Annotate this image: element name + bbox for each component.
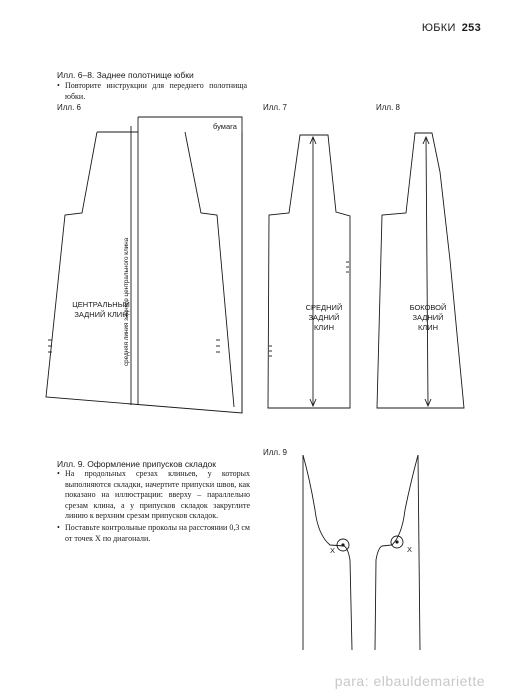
center-panel-outline	[46, 132, 242, 413]
list-item	[57, 523, 250, 544]
side-panel-outline	[377, 133, 464, 408]
label-ill9: Илл. 9	[263, 448, 287, 457]
label-ill8: Илл. 8	[376, 103, 400, 112]
middle-panel-outline	[268, 135, 350, 408]
control-dot-left	[341, 543, 344, 546]
paper-label: бумага	[213, 122, 237, 131]
list-item-text: На продольных срезах клиньев, у которых выполняются складки, начертите припуски швов, как показано на иллюстрации: вверху – параллельно срезам клина, а у припусков складок закруглите линию к верхним срезам припусков складок.	[65, 469, 250, 521]
label-ill7: Илл. 7	[263, 103, 287, 112]
paper-outline	[138, 117, 242, 413]
point-x-right: X	[407, 545, 413, 554]
side-panel-label-1: БОКОВОЙ	[409, 303, 447, 312]
middle-panel-label-3: КЛИН	[313, 323, 335, 332]
panel-side-edge	[185, 132, 234, 407]
list-item	[57, 469, 250, 522]
left-pleat-outline	[303, 455, 352, 650]
ill68-heading: Илл. 6–8. Заднее полотнище юбки	[57, 70, 194, 80]
figure-ill8	[377, 133, 464, 408]
middle-panel-label-1: СРЕДНИЙ	[305, 303, 343, 312]
list-item-text: Поставьте контрольные проколы на расстоянии 0,3 см от точек X по диагонали.	[65, 522, 250, 543]
watermark: para: elbauldemariette	[334, 673, 485, 689]
bullet-icon: •	[57, 469, 60, 478]
center-line-label: средняя линия заднего центрального клина	[123, 237, 130, 366]
center-panel-label-2: ЗАДНИЙ КЛИН	[74, 310, 128, 319]
center-panel-label-1: ЦЕНТРАЛЬНЫЙ	[72, 300, 130, 309]
ill68-bullet-text: Повторите инструкции для переднего полотнища юбки.	[65, 81, 247, 101]
grainline	[426, 138, 428, 405]
label-ill6: Илл. 6	[57, 103, 81, 112]
middle-panel-label-2: ЗАДНИЙ	[308, 313, 340, 322]
page-number: 253	[461, 22, 481, 34]
right-pleat-edge	[418, 455, 420, 650]
ill9-list	[57, 469, 250, 545]
bullet-icon: •	[57, 81, 60, 90]
ill9-heading: Илл. 9. Оформление припусков складок	[57, 459, 216, 469]
figure-ill6	[46, 117, 242, 413]
figure-ill9	[303, 455, 420, 650]
control-dot-right	[395, 540, 398, 543]
figure-ill7	[268, 135, 350, 408]
point-x-left: X	[330, 546, 336, 555]
side-panel-label-3: КЛИН	[417, 323, 439, 332]
bullet-icon: •	[57, 522, 60, 532]
section-title: ЮБКИ	[421, 22, 456, 34]
side-panel-label-2: ЗАДНИЙ	[412, 313, 444, 322]
